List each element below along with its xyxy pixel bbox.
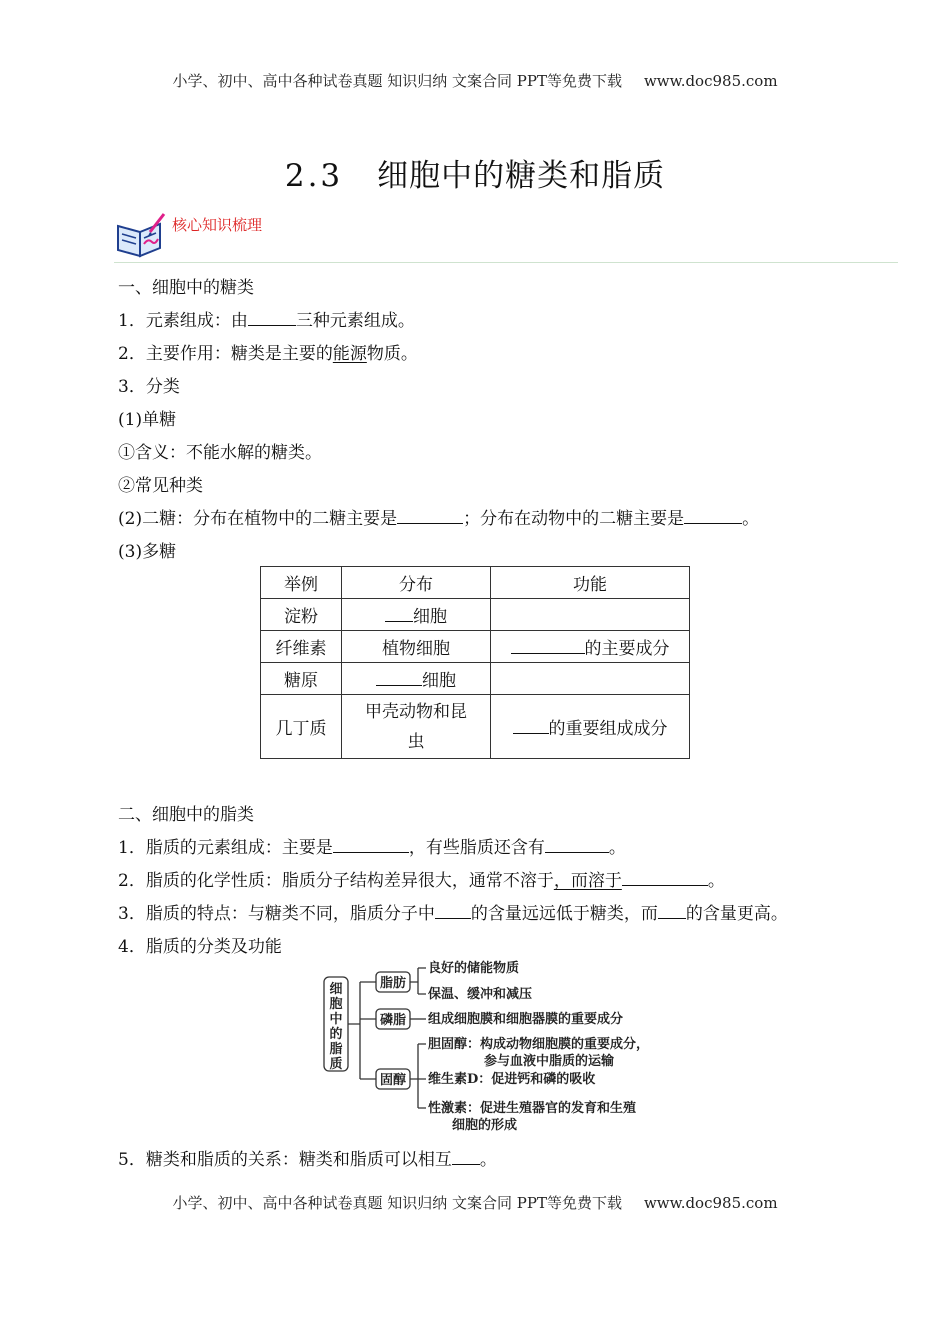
- part2-item-3: 3．脂质的特点：与糖类不同，脂质分子中 的含量远远低于糖类，而 的含量更高。: [118, 899, 788, 924]
- part1-item-4: (1)单糖: [118, 410, 177, 430]
- part1-item-1: 1．元素组成：由 三种元素组成。: [118, 306, 415, 331]
- table-header-row: [261, 567, 690, 599]
- sterol-function: 性激素：促进生殖器官的发育和生殖: [428, 1101, 637, 1116]
- blank-field[interactable]: [452, 1147, 480, 1165]
- part2-item-2: 2．脂质的化学性质：脂质分子结构差异很大，通常不溶于，而溶于 。: [118, 866, 725, 891]
- part1-item-3: 3．分类: [118, 377, 180, 397]
- blank-field[interactable]: [385, 604, 413, 622]
- root-char: 中: [329, 1012, 343, 1027]
- fat-function: 良好的储能物质: [428, 961, 520, 976]
- title-number: 2.3: [284, 158, 344, 194]
- phospholipid-label: 磷脂: [379, 1013, 407, 1028]
- footer-site-link[interactable]: www.doc985.com: [643, 1194, 778, 1212]
- sterol-function: 维生素D：促进钙和磷的吸收: [428, 1072, 596, 1087]
- footer-text: 小学、初中、高中各种试卷真题 知识归纳 文案合同 PPT等免费下载: [172, 1194, 622, 1212]
- phospholipid-function: 组成细胞膜和细胞器膜的重要成分: [428, 1012, 624, 1027]
- book-icon: [114, 212, 168, 258]
- table-row: 纤维素 植物细胞 的主要成分: [261, 631, 690, 663]
- page-title: [0, 150, 950, 195]
- table-header: 功能: [491, 567, 690, 599]
- root-char: 细: [329, 982, 343, 997]
- polysaccharide-table: [260, 566, 690, 759]
- part1-item-6: ②常见种类: [118, 476, 203, 496]
- header-text: 小学、初中、高中各种试卷真题 知识归纳 文案合同 PPT等免费下载: [172, 72, 622, 90]
- part1-item-2: 2．主要作用：糖类是主要的能源物质。: [118, 344, 418, 364]
- root-char: 胞: [329, 997, 343, 1012]
- table-header: 分布: [342, 567, 491, 599]
- root-char: 的: [329, 1027, 343, 1042]
- sterol-function: 细胞的形成: [452, 1118, 518, 1133]
- blank-field[interactable]: [511, 636, 585, 654]
- sterol-label: 固醇: [379, 1073, 407, 1088]
- root-char: 脂: [329, 1042, 343, 1057]
- sterol-function: 参与血液中脂质的运输: [484, 1054, 615, 1069]
- table-header: 举例: [261, 567, 342, 599]
- page-header: [0, 70, 950, 91]
- root-char: 质: [329, 1057, 343, 1072]
- part1-item-7: (2)二糖：分布在植物中的二糖主要是 ；分布在动物中的二糖主要是 。: [118, 504, 759, 529]
- banner-label: 核心知识梳理: [172, 216, 263, 234]
- blank-field[interactable]: [376, 668, 422, 686]
- blank-field[interactable]: [622, 868, 708, 886]
- header-site-link[interactable]: www.doc985.com: [643, 72, 778, 90]
- lipid-classification-diagram: [320, 955, 670, 1135]
- part2-item-1: 1．脂质的元素组成：主要是 ，有些脂质还含有 。: [118, 833, 626, 858]
- sterol-function: 胆固醇：构成动物细胞膜的重要成分，: [428, 1037, 650, 1052]
- section-banner: [114, 212, 898, 263]
- part2-heading: 二、细胞中的脂类: [118, 805, 254, 825]
- blank-field[interactable]: [658, 901, 686, 919]
- title-text: 细胞中的糖类和脂质: [377, 158, 666, 194]
- blank-field[interactable]: [513, 716, 549, 734]
- blank-field[interactable]: [248, 308, 296, 326]
- blank-field[interactable]: [333, 835, 409, 853]
- blank-field[interactable]: [435, 901, 471, 919]
- blank-field[interactable]: [545, 835, 609, 853]
- fat-function: 保温、缓冲和减压: [428, 987, 533, 1002]
- part1-item-8: (3)多糖: [118, 542, 177, 562]
- fat-label: 脂肪: [379, 976, 407, 991]
- page-footer: [0, 1192, 950, 1213]
- table-row: 糖原 细胞: [261, 663, 690, 695]
- blank-field[interactable]: [397, 506, 463, 524]
- part2-item-4: 4．脂质的分类及功能: [118, 937, 282, 957]
- part1-item-5: ①含义：不能水解的糖类。: [118, 443, 322, 463]
- blank-field[interactable]: [684, 506, 742, 524]
- table-row: 淀粉 细胞: [261, 599, 690, 631]
- table-row: 几丁质 甲壳动物和昆 虫 的重要组成成分: [261, 695, 690, 759]
- part2-item-5: 5．糖类和脂质的关系：糖类和脂质可以相互 。: [118, 1145, 497, 1170]
- part1-heading: 一、细胞中的糖类: [118, 278, 254, 298]
